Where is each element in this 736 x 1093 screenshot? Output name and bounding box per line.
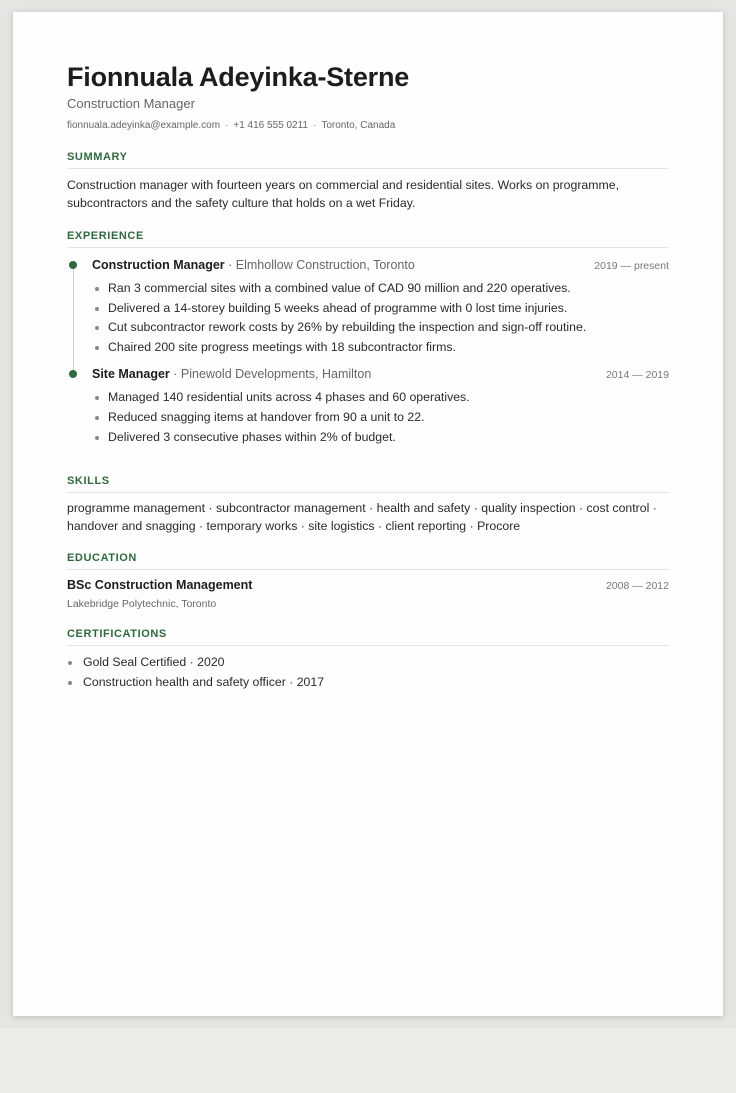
job-bullet: Cut subcontractor rework costs by 26% by rebuilding the inspection and sign-off routine. bbox=[108, 318, 669, 338]
education-degree: BSc Construction Management bbox=[67, 578, 253, 593]
timeline-dot bbox=[69, 370, 77, 378]
contact-separator: · bbox=[312, 120, 317, 131]
education-header bbox=[67, 577, 669, 594]
job-bullet: Managed 140 residential units across 4 phases and 60 operatives. bbox=[108, 388, 669, 408]
certifications-list bbox=[67, 653, 669, 692]
job-company: Pinewold Developments, Hamilton bbox=[180, 367, 372, 382]
education-heading: EDUCATION bbox=[67, 552, 669, 570]
certifications-heading: CERTIFICATIONS bbox=[67, 628, 669, 646]
job-bullet: Delivered a 14-storey building 5 weeks ahead of programme with 0 lost time injuries. bbox=[108, 299, 669, 319]
job-bullets bbox=[92, 279, 669, 357]
job-bullet: Reduced snagging items at handover from 90 a unit to 22. bbox=[108, 408, 669, 428]
education-school: Lakebridge Polytechnic, Toronto bbox=[67, 598, 217, 611]
job-entry bbox=[67, 366, 669, 447]
contact-email[interactable]: fionnuala.adeyinka@example.com bbox=[67, 120, 221, 131]
contact-location: Toronto, Canada bbox=[321, 120, 396, 131]
job-dates: 2014 — 2019 bbox=[605, 369, 669, 382]
education-dates: 2008 — 2012 bbox=[605, 580, 669, 593]
skills-heading: SKILLS bbox=[67, 475, 669, 493]
timeline-dot bbox=[69, 261, 77, 269]
certification-item: Construction health and safety officer · 2017 bbox=[83, 673, 669, 693]
job-bullet: Chaired 200 site progress meetings with 18 subcontractor firms. bbox=[108, 338, 669, 358]
experience-timeline bbox=[67, 257, 669, 447]
summary-heading: SUMMARY bbox=[67, 151, 669, 169]
summary-text: Construction manager with fourteen years on commercial and residential sites. Works on programme, subcontractors and the safety culture that holds on a wet Friday. bbox=[67, 178, 620, 210]
job-header bbox=[92, 366, 669, 383]
job-company-separator: · bbox=[169, 367, 181, 382]
job-bullets bbox=[92, 388, 669, 447]
candidate-name: Fionnuala Adeyinka-Sterne bbox=[67, 62, 410, 92]
job-company-separator: · bbox=[224, 258, 236, 272]
experience-heading: EXPERIENCE bbox=[67, 230, 669, 248]
candidate-role: Construction Manager bbox=[67, 96, 195, 111]
job-header bbox=[92, 257, 669, 274]
job-entry bbox=[67, 257, 669, 357]
resume-page bbox=[13, 12, 723, 1016]
job-bullet: Ran 3 commercial sites with a combined value of CAD 90 million and 220 operatives. bbox=[108, 279, 669, 299]
job-company: Elmhollow Construction, Toronto bbox=[235, 258, 415, 272]
skills-text: programme management · subcontractor management · health and safety · quality inspection · cost control · handover and snagging · temporary works · site logistics · client reporting · Procore bbox=[67, 501, 657, 533]
contact-separator: · bbox=[225, 120, 229, 131]
contact-line bbox=[67, 119, 669, 133]
job-title: Site Manager bbox=[92, 367, 170, 382]
certification-item: Gold Seal Certified · 2020 bbox=[83, 653, 669, 673]
job-title: Construction Manager bbox=[92, 258, 225, 272]
resume-content bbox=[67, 60, 669, 692]
backdrop-band bbox=[0, 1028, 736, 1093]
contact-phone[interactable]: +1 416 555 0211 bbox=[233, 120, 308, 131]
job-bullet: Delivered 3 consecutive phases within 2% of budget. bbox=[108, 428, 669, 448]
job-dates: 2019 — present bbox=[594, 260, 669, 272]
